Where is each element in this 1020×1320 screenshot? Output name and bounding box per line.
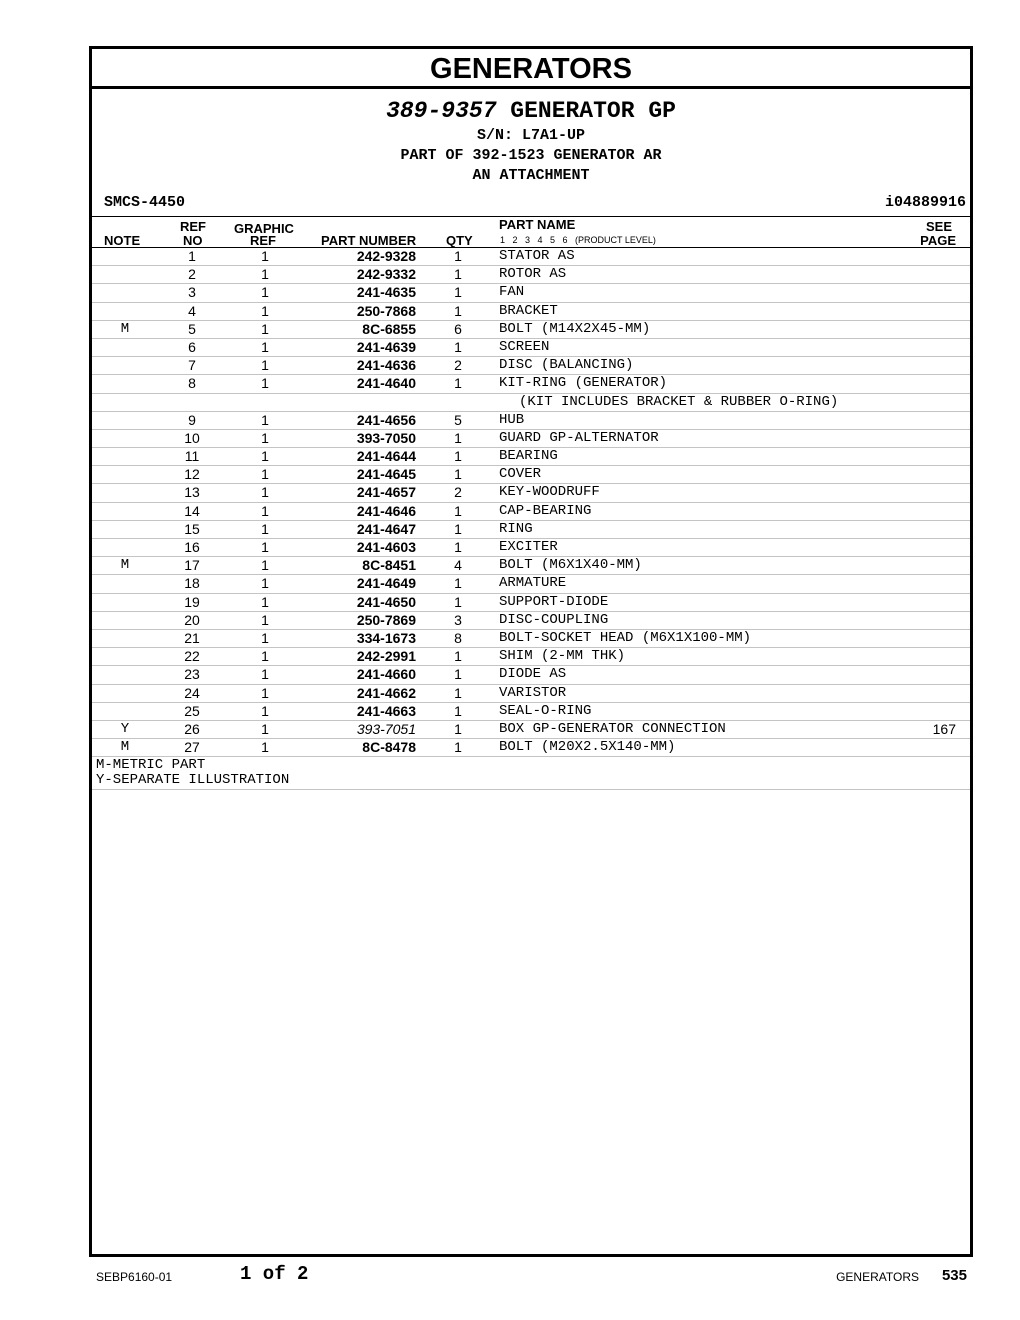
cell-qty: 1 — [454, 684, 462, 701]
cell-ref-no: 27 — [184, 739, 200, 756]
table-row — [92, 321, 970, 339]
cell-part-name: SUPPORT-DIODE — [499, 593, 609, 610]
cell-qty: 1 — [454, 575, 462, 592]
cell-graphic-ref: 1 — [261, 739, 269, 756]
cell-graphic-ref: 1 — [261, 575, 269, 592]
table-row — [92, 375, 970, 393]
doc-number: SEBP6160-01 — [96, 1270, 173, 1284]
cell-qty: 6 — [454, 320, 462, 337]
cell-qty: 1 — [454, 266, 462, 283]
cell-ref-no: 13 — [184, 484, 200, 501]
group-header — [92, 96, 970, 186]
cell-part-number: 241-4649 — [356, 575, 416, 592]
cell-graphic-ref: 1 — [261, 466, 269, 483]
table-row — [92, 248, 970, 266]
cell-ref-no: 24 — [184, 684, 200, 701]
cell-ref-no: 12 — [184, 466, 200, 483]
cell-part-number: 241-4662 — [356, 684, 416, 701]
cell-graphic-ref: 1 — [261, 702, 269, 719]
col-graphic-top: GRAPHIC — [234, 221, 294, 236]
cell-ref-no: 10 — [184, 429, 200, 446]
cell-note: Y — [120, 720, 130, 737]
cell-ref-no: 22 — [184, 648, 200, 665]
table-row — [92, 303, 970, 321]
table-row — [92, 412, 970, 430]
cell-part-number: 393-7050 — [356, 429, 416, 446]
group-part-number: 389-9357 — [386, 98, 497, 124]
cell-ref-no: 23 — [184, 666, 200, 683]
cell-graphic-ref: 1 — [261, 284, 269, 301]
table-row — [92, 430, 970, 448]
cell-note: M — [120, 739, 130, 756]
cell-part-number: 241-4636 — [356, 357, 416, 374]
cell-part-name: CAP-BEARING — [499, 502, 592, 519]
table-row — [92, 557, 970, 575]
cell-note: M — [120, 320, 130, 337]
col-ref-bottom: NO — [183, 233, 203, 248]
cell-ref-no: 15 — [184, 520, 200, 537]
cell-part-number: 8C-6855 — [362, 320, 416, 337]
col-note: NOTE — [104, 233, 141, 248]
cell-part-name: FAN — [499, 284, 525, 301]
cell-part-number: 334-1673 — [356, 629, 416, 646]
table-row — [92, 648, 970, 666]
cell-ref-no: 20 — [184, 611, 200, 628]
column-headers — [92, 217, 970, 248]
cell-ref-no: 19 — [184, 593, 200, 610]
cell-graphic-ref: 1 — [261, 611, 269, 628]
cell-qty: 1 — [454, 520, 462, 537]
cell-graphic-ref: 1 — [261, 666, 269, 683]
cell-qty: 1 — [454, 284, 462, 301]
table-row — [92, 357, 970, 375]
cell-ref-no: 5 — [188, 320, 196, 337]
cell-qty: 1 — [454, 648, 462, 665]
cell-part-name: KIT-RING (GENERATOR) — [499, 375, 668, 392]
cell-part-name: COVER — [499, 466, 542, 483]
cell-ref-no: 16 — [184, 539, 200, 555]
cell-part-number: 241-4650 — [356, 593, 416, 610]
cell-part-number: 250-7868 — [356, 302, 416, 319]
cell-qty: 1 — [454, 375, 462, 392]
cell-part-number: 8C-8451 — [362, 557, 416, 574]
table-row — [92, 484, 970, 502]
cell-graphic-ref: 1 — [261, 520, 269, 537]
cell-part-name: DIODE AS — [499, 666, 567, 683]
smcs-code: SMCS-4450 — [104, 194, 186, 211]
cell-part-name: HUB — [499, 411, 525, 428]
cell-qty: 1 — [454, 593, 462, 610]
table-row — [92, 594, 970, 612]
cell-ref-no: 6 — [188, 338, 196, 355]
table-row — [92, 630, 970, 648]
cell-part-number: 8C-8478 — [362, 739, 416, 756]
cell-graphic-ref: 1 — [261, 411, 269, 428]
table-row — [92, 339, 970, 357]
cell-part-name: BOLT (M6X1X40-MM) — [499, 557, 642, 574]
table-row — [92, 266, 970, 284]
col-ref-top: REF — [180, 219, 206, 234]
cell-graphic-ref: 1 — [261, 429, 269, 446]
col-graphic-bottom: REF — [250, 233, 276, 248]
cell-ref-no: 25 — [184, 702, 200, 719]
id-bar — [92, 190, 970, 217]
cell-part-name: BEARING — [499, 448, 558, 465]
cell-note: M — [120, 557, 130, 574]
col-see-bottom: PAGE — [920, 233, 956, 248]
cell-graphic-ref: 1 — [261, 684, 269, 701]
cell-graphic-ref: 1 — [261, 302, 269, 319]
cell-graphic-ref: 1 — [261, 357, 269, 374]
cell-part-number: 241-4656 — [356, 411, 416, 428]
cell-ref-no: 7 — [188, 357, 196, 374]
cell-part-name: SHIM (2-MM THK) — [499, 648, 626, 665]
footer-section: GENERATORS — [836, 1270, 919, 1284]
group-title — [92, 96, 970, 126]
col-see-top: SEE — [925, 219, 952, 234]
cell-graphic-ref: 1 — [261, 320, 269, 337]
cell-part-name: BOLT (M14X2X45-MM) — [499, 320, 651, 337]
cell-qty: 1 — [454, 248, 462, 264]
cell-part-number: 241-4603 — [356, 539, 416, 555]
cell-graphic-ref: 1 — [261, 484, 269, 501]
table-row — [92, 721, 970, 739]
table-row — [92, 448, 970, 466]
cell-qty: 4 — [454, 557, 462, 574]
cell-part-number: 241-4663 — [356, 702, 416, 719]
table-row — [92, 284, 970, 302]
cell-ref-no: 18 — [184, 575, 200, 592]
cell-part-name: BOX GP-GENERATOR CONNECTION — [499, 720, 726, 737]
cell-part-name: EXCITER — [499, 539, 558, 555]
cell-ref-no: 3 — [188, 284, 196, 301]
cell-ref-no: 8 — [188, 375, 196, 392]
table-row — [92, 539, 970, 557]
cell-qty: 8 — [454, 629, 462, 646]
cell-ref-no: 2 — [188, 266, 196, 283]
cell-part-number: 241-4635 — [356, 284, 416, 301]
cell-qty: 1 — [454, 739, 462, 756]
cell-part-name: ROTOR AS — [499, 266, 567, 283]
cell-part-number: 241-4645 — [356, 466, 416, 483]
cell-part-name: BOLT-SOCKET HEAD (M6X1X100-MM) — [499, 629, 752, 646]
cell-qty: 2 — [454, 357, 462, 374]
cell-part-number: 241-4639 — [356, 338, 416, 355]
cell-part-name: SCREEN — [499, 338, 550, 355]
col-part-number: PART NUMBER — [321, 233, 417, 248]
serial-range: S/N: L7A1-UP — [476, 127, 586, 144]
cell-graphic-ref: 1 — [261, 266, 269, 283]
table-row — [92, 466, 970, 484]
cell-part-name: DISC-COUPLING — [499, 611, 609, 628]
cell-part-name: (KIT INCLUDES BRACKET & RUBBER O-RING) — [519, 393, 839, 410]
table-row — [92, 612, 970, 630]
cell-graphic-ref: 1 — [261, 720, 269, 737]
cell-graphic-ref: 1 — [261, 557, 269, 574]
cell-qty: 1 — [454, 448, 462, 465]
parts-table — [92, 248, 970, 757]
notes-legend — [92, 757, 970, 790]
cell-part-name: STATOR AS — [499, 248, 575, 264]
cell-part-name: BRACKET — [499, 302, 558, 319]
cell-qty: 1 — [454, 702, 462, 719]
cell-qty: 1 — [454, 429, 462, 446]
cell-ref-no: 26 — [184, 720, 200, 737]
cell-graphic-ref: 1 — [261, 248, 269, 264]
cell-ref-no: 14 — [184, 502, 200, 519]
cell-part-name: DISC (BALANCING) — [499, 357, 634, 374]
cell-part-number: 241-4646 — [356, 502, 416, 519]
cell-part-number: 242-2991 — [356, 648, 416, 665]
cell-part-number: 393-7051 — [356, 720, 416, 737]
col-product-levels: 1 2 3 4 5 6 (PRODUCT LEVEL) — [500, 235, 656, 245]
cell-part-name: GUARD GP-ALTERNATOR — [499, 429, 659, 446]
cell-graphic-ref: 1 — [261, 375, 269, 392]
cell-part-number: 241-4657 — [356, 484, 416, 501]
cell-part-name: BOLT (M20X2.5X140-MM) — [499, 739, 676, 756]
cell-ref-no: 9 — [188, 411, 196, 428]
table-row — [92, 666, 970, 684]
page-footer — [0, 1262, 1020, 1302]
table-row — [92, 703, 970, 721]
cell-graphic-ref: 1 — [261, 539, 269, 555]
cell-graphic-ref: 1 — [261, 502, 269, 519]
table-row — [92, 575, 970, 593]
cell-ref-no: 11 — [184, 448, 200, 465]
cell-part-name: SEAL-O-RING — [499, 702, 592, 719]
table-row-continuation — [92, 394, 970, 412]
cell-part-name: RING — [499, 520, 533, 537]
page-of: 1 of 2 — [240, 1263, 309, 1285]
cell-ref-no: 21 — [184, 629, 200, 646]
col-part-name: PART NAME — [499, 217, 576, 232]
cell-qty: 3 — [454, 611, 462, 628]
page-frame — [89, 46, 973, 1257]
cell-graphic-ref: 1 — [261, 629, 269, 646]
cell-see-page: 167 — [932, 720, 956, 737]
cell-ref-no: 17 — [184, 557, 200, 574]
table-row — [92, 685, 970, 703]
illustration-id: i04889916 — [884, 194, 966, 211]
cell-part-number: 241-4644 — [356, 448, 416, 465]
attachment-line: AN ATTACHMENT — [472, 167, 590, 184]
cell-graphic-ref: 1 — [261, 593, 269, 610]
table-row — [92, 503, 970, 521]
cell-graphic-ref: 1 — [261, 648, 269, 665]
table-row — [92, 739, 970, 757]
section-title: GENERATORS — [92, 49, 970, 89]
part-of-line: PART OF 392-1523 GENERATOR AR — [400, 147, 662, 164]
table-row — [92, 521, 970, 539]
cell-qty: 1 — [454, 338, 462, 355]
cell-part-number: 241-4647 — [356, 520, 416, 537]
page-number: 535 — [941, 1267, 967, 1284]
cell-qty: 5 — [454, 411, 462, 428]
cell-qty: 1 — [454, 720, 462, 737]
cell-qty: 1 — [454, 539, 462, 555]
cell-graphic-ref: 1 — [261, 338, 269, 355]
cell-ref-no: 4 — [188, 302, 196, 319]
cell-part-name: ARMATURE — [499, 575, 567, 592]
group-name: GENERATOR GP — [510, 98, 676, 124]
cell-qty: 2 — [454, 484, 462, 501]
cell-part-name: VARISTOR — [499, 684, 567, 701]
cell-qty: 1 — [454, 502, 462, 519]
col-qty: QTY — [446, 233, 473, 248]
cell-part-number: 242-9332 — [356, 266, 416, 283]
cell-qty: 1 — [454, 466, 462, 483]
note-separate-illustration: Y-SEPARATE ILLUSTRATION — [96, 772, 290, 789]
cell-part-number: 242-9328 — [356, 248, 416, 264]
note-metric: M-METRIC PART — [96, 757, 206, 774]
cell-part-number: 241-4640 — [356, 375, 416, 392]
cell-part-number: 241-4660 — [356, 666, 416, 683]
cell-part-name: KEY-WOODRUFF — [499, 484, 600, 501]
cell-qty: 1 — [454, 302, 462, 319]
cell-qty: 1 — [454, 666, 462, 683]
cell-graphic-ref: 1 — [261, 448, 269, 465]
cell-part-number: 250-7869 — [356, 611, 416, 628]
cell-ref-no: 1 — [188, 248, 196, 264]
